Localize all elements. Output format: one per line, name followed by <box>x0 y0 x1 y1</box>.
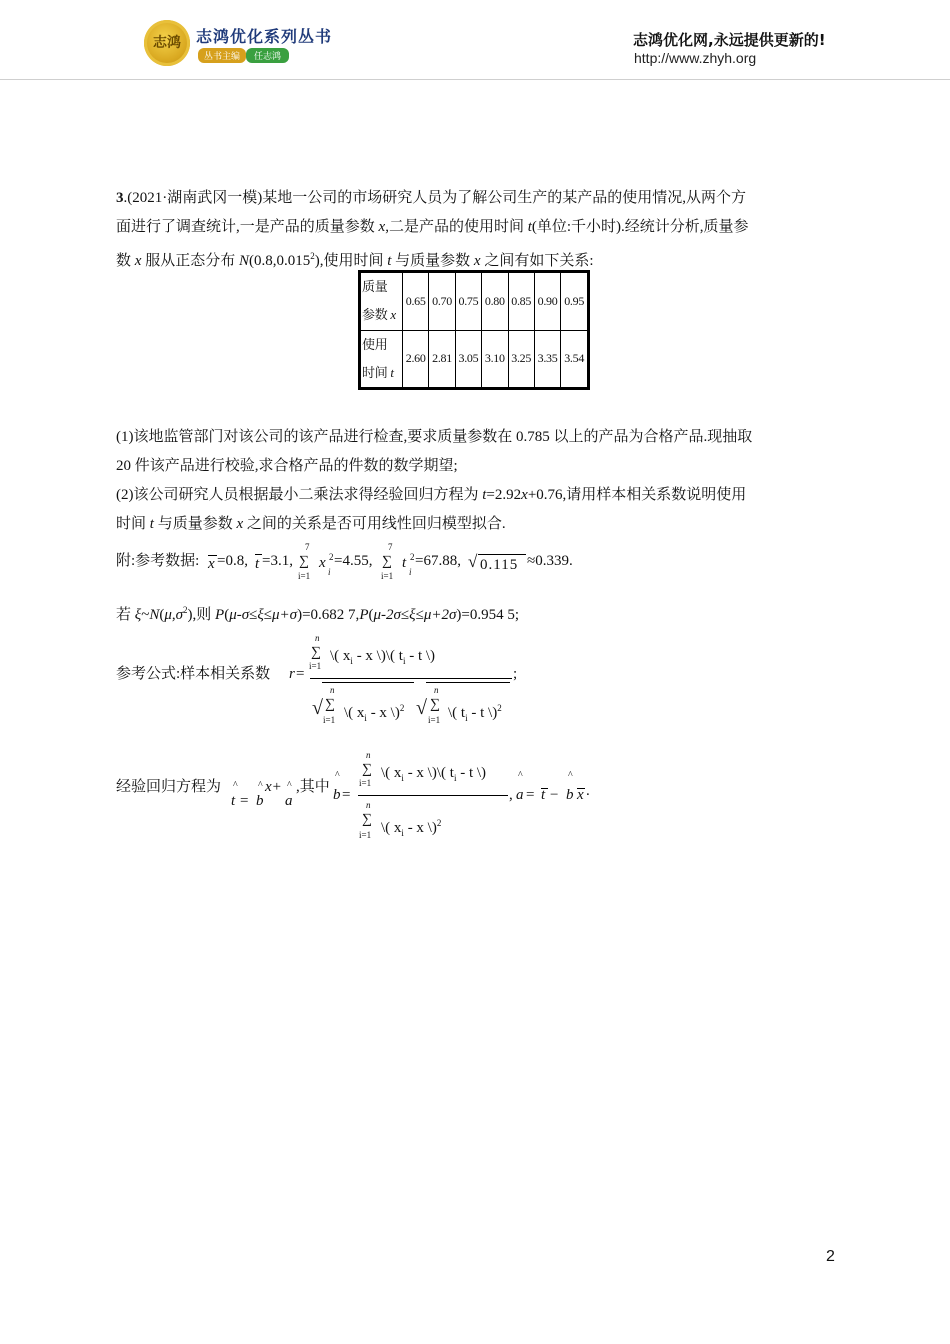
table-cell: 0.85 <box>508 272 534 331</box>
sqrt-bar <box>478 554 526 555</box>
text: ,二是产品的使用时间 <box>385 219 528 235</box>
text: ( <box>368 607 374 623</box>
expr: μ+σ <box>272 607 298 623</box>
logo-text: 志鸿 <box>153 35 181 51</box>
sigma-symbol: ∑ <box>382 554 392 569</box>
sigma-symbol: ∑ <box>325 697 335 712</box>
question-1 <box>116 423 830 481</box>
expr: μ+2σ <box>423 607 457 623</box>
label: 参数 <box>362 307 391 323</box>
tbar-value: =3.1, <box>262 553 293 569</box>
q1-line-1: (1)该地监管部门对该公司的该产品进行检查,要求质量参数在 0.785 以上的产品为合格产品.现抽取 <box>116 429 753 445</box>
table-cell: 2.81 <box>429 330 455 389</box>
brand-name-badge: 任志鸿 <box>246 48 289 63</box>
equals: = <box>240 793 249 809</box>
brand-title: 志鸿优化系列丛书 <box>196 27 333 46</box>
text: 服从正态分布 <box>141 253 239 269</box>
problem-number: 3 <box>116 190 124 206</box>
sum-upper: n <box>366 750 371 760</box>
var-b: b <box>566 787 574 803</box>
question-2 <box>116 481 830 539</box>
hat-mark: ^ <box>568 770 573 781</box>
var-x: x <box>473 253 481 269</box>
superscript: 2 <box>436 818 442 828</box>
sum1-value: =4.55, <box>334 553 373 569</box>
var-x: x <box>134 253 142 269</box>
hat-mark: ^ <box>518 770 523 781</box>
superscript: 2 <box>399 703 405 713</box>
sum-upper: n <box>330 685 335 695</box>
text: ~ <box>141 607 150 623</box>
var-a: a <box>516 787 524 803</box>
var-P: P <box>359 607 369 623</box>
var-N: N <box>149 607 160 623</box>
text: \( x <box>381 820 402 836</box>
superscript: 2 <box>329 552 334 562</box>
superscript: 2 <box>410 552 415 562</box>
sum-lower: i=1 <box>309 661 322 671</box>
text: ),则 <box>187 607 216 623</box>
table-cell: 3.05 <box>455 330 481 389</box>
problem-text-1: 某地一公司的市场研究人员为了解公司生产的某产品的使用情况,从两个方 <box>262 190 747 206</box>
var-t: t <box>527 219 532 235</box>
text: 面进行了调查统计,一是产品的质量参数 <box>116 219 379 235</box>
sqrt-symbol: √ <box>312 697 323 719</box>
subscript: i <box>453 773 457 783</box>
equals: = <box>342 787 351 803</box>
var-x-plus: x+ <box>265 779 282 795</box>
text: - x \)\( t <box>352 648 403 664</box>
text: ,其中 <box>296 779 330 795</box>
approx-value: ≈0.339. <box>527 553 573 569</box>
subscript: i <box>350 656 353 666</box>
text: , <box>171 607 176 623</box>
subscript: i <box>328 567 331 577</box>
row-header-t <box>360 330 403 389</box>
subscript: i <box>401 773 404 783</box>
text: \( x <box>381 765 402 781</box>
superscript: 2 <box>310 251 315 261</box>
sum-upper: 7 <box>305 542 310 552</box>
sum-upper: n <box>434 685 439 695</box>
sum-upper: 7 <box>388 542 393 552</box>
var-t: t <box>541 787 546 803</box>
text: )=0.954 5; <box>456 607 519 623</box>
hat-mark: ^ <box>287 780 292 791</box>
q2-line-1 <box>116 481 830 510</box>
var-b: b <box>333 787 341 803</box>
var-xi: ξ <box>257 607 264 623</box>
equals: = <box>296 666 305 682</box>
sqrt-symbol: √ <box>416 697 427 719</box>
text: - t \) <box>405 648 436 664</box>
brand-editor-badge: 丛书主编 <box>198 48 246 63</box>
q1-line-2: 20 件该产品进行校验,求合格产品的件数的数学期望; <box>116 458 458 474</box>
text: 与质量参数 <box>153 516 237 532</box>
subscript: i <box>465 713 468 723</box>
table-cell: 3.54 <box>561 330 589 389</box>
var-x: x <box>521 487 528 503</box>
table-cell: 0.95 <box>561 272 589 331</box>
text: 之间的关系是否可用线性回归模型拟合. <box>243 516 506 532</box>
text: ( <box>224 607 230 623</box>
sqrt-bar <box>322 682 414 683</box>
superscript: 2 <box>497 703 502 713</box>
hat-mark: ^ <box>233 780 238 791</box>
table-cell: 0.75 <box>455 272 481 331</box>
var-b: b <box>256 793 264 809</box>
text: - t \) <box>467 705 498 721</box>
slogan: 志鸿优化网,永远提供更新的! <box>633 31 826 49</box>
table-cell: 0.90 <box>534 272 560 331</box>
sigma-symbol: ∑ <box>362 812 372 827</box>
label: 时间 <box>362 364 391 380</box>
numerator <box>330 648 435 669</box>
text: \( t <box>448 705 466 721</box>
normal-distribution-line <box>116 598 519 627</box>
problem-line-2 <box>116 213 830 242</box>
denominator-x <box>344 700 404 726</box>
table-cell: 3.35 <box>534 330 560 389</box>
problem-source: .(2021·湖南武冈一模) <box>123 190 263 206</box>
fraction-bar <box>310 678 512 679</box>
comma: , <box>509 787 513 803</box>
formula-prefix: 经验回归方程为 <box>116 779 222 795</box>
text: 之间有如下关系: <box>480 253 594 269</box>
sigma-symbol: ∑ <box>430 697 440 712</box>
var-r: r <box>289 666 295 682</box>
text: (0.8,0.015 <box>248 253 311 269</box>
var-xi: ξ <box>134 607 142 623</box>
sigma-symbol: ∑ <box>311 645 321 660</box>
text: 数 <box>116 253 135 269</box>
table-cell: 2.60 <box>403 330 429 389</box>
table-cell: 3.25 <box>508 330 534 389</box>
text: ≤ <box>263 607 273 623</box>
sum-lower: i=1 <box>381 571 394 581</box>
text: ≤ <box>249 607 258 623</box>
text: =2.92 <box>486 487 522 503</box>
var-t: t <box>387 253 392 269</box>
var-N: N <box>238 253 249 269</box>
ref-prefix: 附:参考数据: <box>116 553 200 569</box>
table-cell: 3.10 <box>482 330 508 389</box>
expr: μ-σ <box>229 607 250 623</box>
var-mu: μ <box>164 607 172 623</box>
var-P: P <box>215 607 225 623</box>
var-x: x <box>577 787 584 803</box>
text: 时间 <box>116 516 150 532</box>
semicolon: ; <box>513 666 518 682</box>
text: - x \) <box>403 820 437 836</box>
var-t: t <box>402 555 407 571</box>
label: 质量 <box>362 279 388 295</box>
text: 与质量参数 <box>391 253 474 269</box>
numerator <box>381 765 486 786</box>
text: - x \)\( t <box>403 765 454 781</box>
expr: μ-2σ <box>373 607 401 623</box>
var-x: x <box>390 307 396 323</box>
xbar-value: =0.8, <box>217 553 248 569</box>
var-a: a <box>285 793 293 809</box>
table-cell: 0.70 <box>429 272 455 331</box>
subscript: i <box>401 828 404 838</box>
period: . <box>586 783 590 799</box>
reference-data <box>0 540 950 590</box>
label: 使用 <box>362 336 388 352</box>
var-x: x <box>378 219 386 235</box>
text: +0.76,请用样本相关系数说明使用 <box>527 487 747 503</box>
sum-lower: i=1 <box>428 715 441 725</box>
xbar: x <box>208 556 215 572</box>
var-t: t <box>149 516 154 532</box>
var-sigma: σ <box>175 607 184 623</box>
fraction-bar <box>358 795 508 796</box>
text: - t \) <box>456 765 487 781</box>
logo-emblem <box>144 20 190 66</box>
site-url[interactable]: http://www.zhyh.org <box>634 50 757 66</box>
text: (2)该公司研究人员根据最小二乘法求得经验回归方程为 <box>116 487 483 503</box>
sqrt-symbol: √ <box>468 552 478 571</box>
q2-line-2 <box>116 510 830 539</box>
denominator-t <box>448 700 502 726</box>
page-number: 2 <box>826 1248 835 1265</box>
denominator <box>381 815 441 841</box>
text: (单位:千小时).经统计分析,质量参 <box>531 219 749 235</box>
table-cell: 0.80 <box>482 272 508 331</box>
subscript: i <box>409 567 412 577</box>
var-t: t <box>390 364 394 380</box>
header-divider <box>0 79 950 80</box>
formula-prefix: 参考公式:样本相关系数 <box>116 666 271 682</box>
hat-mark: ^ <box>258 780 263 791</box>
text: ),使用时间 <box>314 253 388 269</box>
hat-mark: ^ <box>335 770 340 781</box>
var-t: t <box>482 487 487 503</box>
var-x: x <box>236 516 244 532</box>
sigma-symbol: ∑ <box>299 554 309 569</box>
var-t: t <box>231 793 236 809</box>
tbar-bar <box>255 554 262 555</box>
sqrt-arg: 0.115 <box>480 557 519 573</box>
sum-lower: i=1 <box>359 830 372 840</box>
subscript: i <box>364 713 367 723</box>
minus: − <box>550 787 559 803</box>
text: \( x <box>344 705 365 721</box>
table-row-x <box>360 272 589 331</box>
text: ( <box>159 607 165 623</box>
sum2-value: =67.88, <box>415 553 461 569</box>
data-table <box>358 270 590 390</box>
subscript: i <box>402 656 406 666</box>
text: \( x <box>330 648 351 664</box>
tbar: t <box>255 556 260 572</box>
sum-lower: i=1 <box>323 715 336 725</box>
equals: = <box>526 787 535 803</box>
var-xi: ξ <box>409 607 416 623</box>
sqrt-bar <box>426 682 510 683</box>
regression-formula <box>0 745 950 850</box>
table-cell: 0.65 <box>403 272 429 331</box>
sum-upper: n <box>366 800 371 810</box>
text: ≤ <box>400 607 410 623</box>
text: )=0.682 7, <box>297 607 360 623</box>
table-row-t <box>360 330 589 389</box>
sum-lower: i=1 <box>359 778 372 788</box>
text: - x \) <box>366 705 400 721</box>
text: 若 <box>116 607 135 623</box>
problem-line-1 <box>116 184 830 213</box>
sum-upper: n <box>315 633 320 643</box>
var-x: x <box>319 555 326 571</box>
superscript: 2 <box>183 605 188 615</box>
correlation-formula <box>0 630 950 735</box>
text: ≤ <box>415 607 424 623</box>
row-header-x <box>360 272 403 331</box>
sum-lower: i=1 <box>298 571 311 581</box>
sigma-symbol: ∑ <box>362 762 372 777</box>
problem-statement <box>116 184 830 276</box>
